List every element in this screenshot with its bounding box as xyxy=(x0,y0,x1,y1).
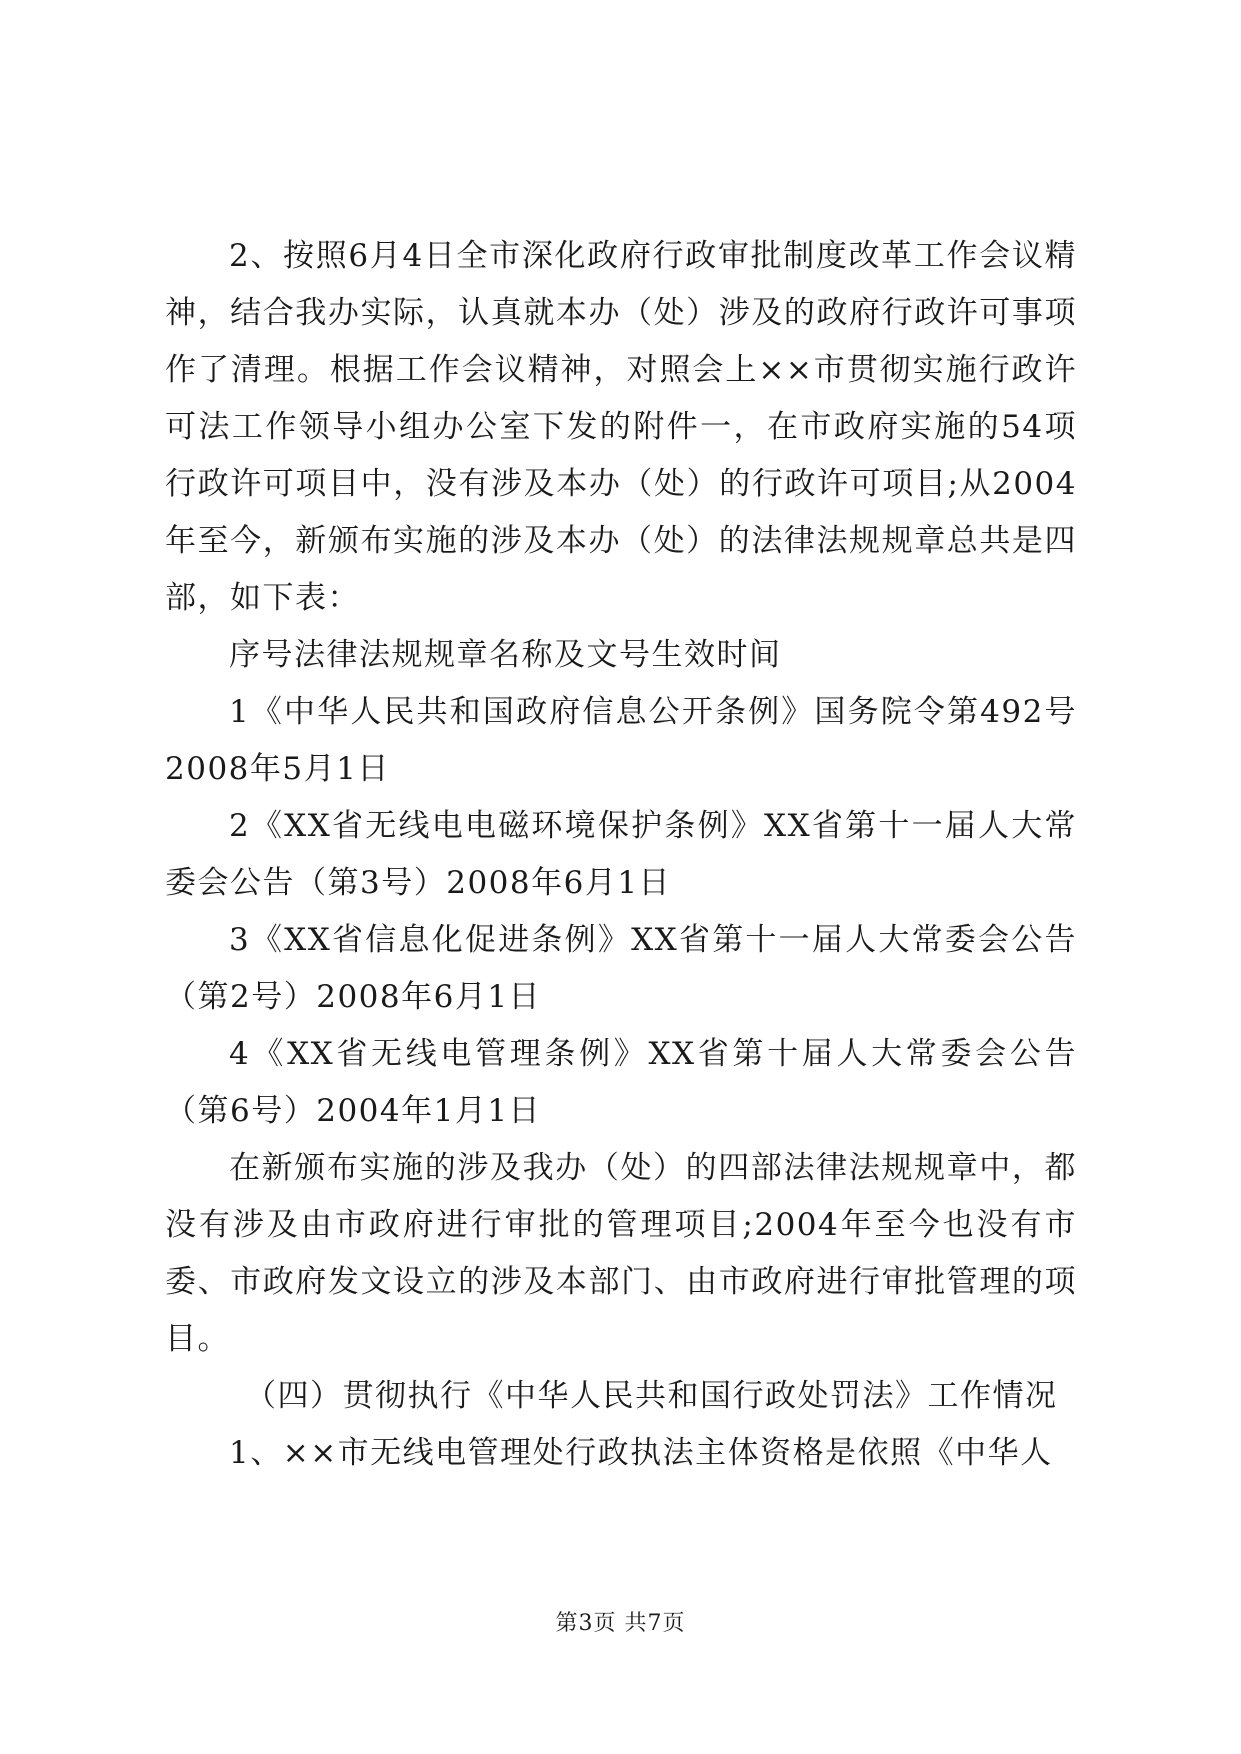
section-heading-administrative-penalty: （四）贯彻执行《中华人民共和国行政处罚法》工作情况 xyxy=(245,1378,1058,1414)
table-header-line: 序号法律法规规章名称及文号生效时间 xyxy=(229,637,782,673)
document-body xyxy=(165,228,1077,1482)
table-row-3: 3《XX省信息化促进条例》XX省第十一届人大常委会公告（第2号）2008年6月1日 xyxy=(165,922,1077,1015)
paragraph-enforcement-qualification: 1、××市无线电管理处行政执法主体资格是依照《中华人 xyxy=(229,1435,1053,1471)
paragraph-approval-cleanup: 2、按照6月4日全市深化政府行政审批制度改革工作会议精神，结合我办实际，认真就本办（处）涉及的政府行政许可事项作了清理。根据工作会议精神，对照会上××市贯彻实施行政许可法工作领导小组办公室下发的附件一，在市政府实施的54项行政许可项目中，没有涉及本办（处）的行政许可项目;从2004年至今，新颁布实施的涉及本办（处）的法律法规规章总共是四部，如下表： xyxy=(165,238,1077,616)
paragraph-no-approval-items: 在新颁布实施的涉及我办（处）的四部法律法规规章中，都没有涉及由市政府进行审批的管理项目;2004年至今也没有市委、市政府发文设立的涉及本部门、由市政府进行审批管理的项目。 xyxy=(165,1150,1077,1357)
table-row-1: 1《中华人民共和国政府信息公开条例》国务院令第492号2008年5月1日 xyxy=(165,694,1077,787)
table-row-2: 2《XX省无线电电磁环境保护条例》XX省第十一届人大常委会公告（第3号）2008年6月1日 xyxy=(165,808,1077,901)
page-number-footer: 第3页 共7页 xyxy=(555,1611,686,1636)
table-row-4: 4《XX省无线电管理条例》XX省第十届人大常委会公告（第6号）2004年1月1日 xyxy=(165,1036,1077,1129)
